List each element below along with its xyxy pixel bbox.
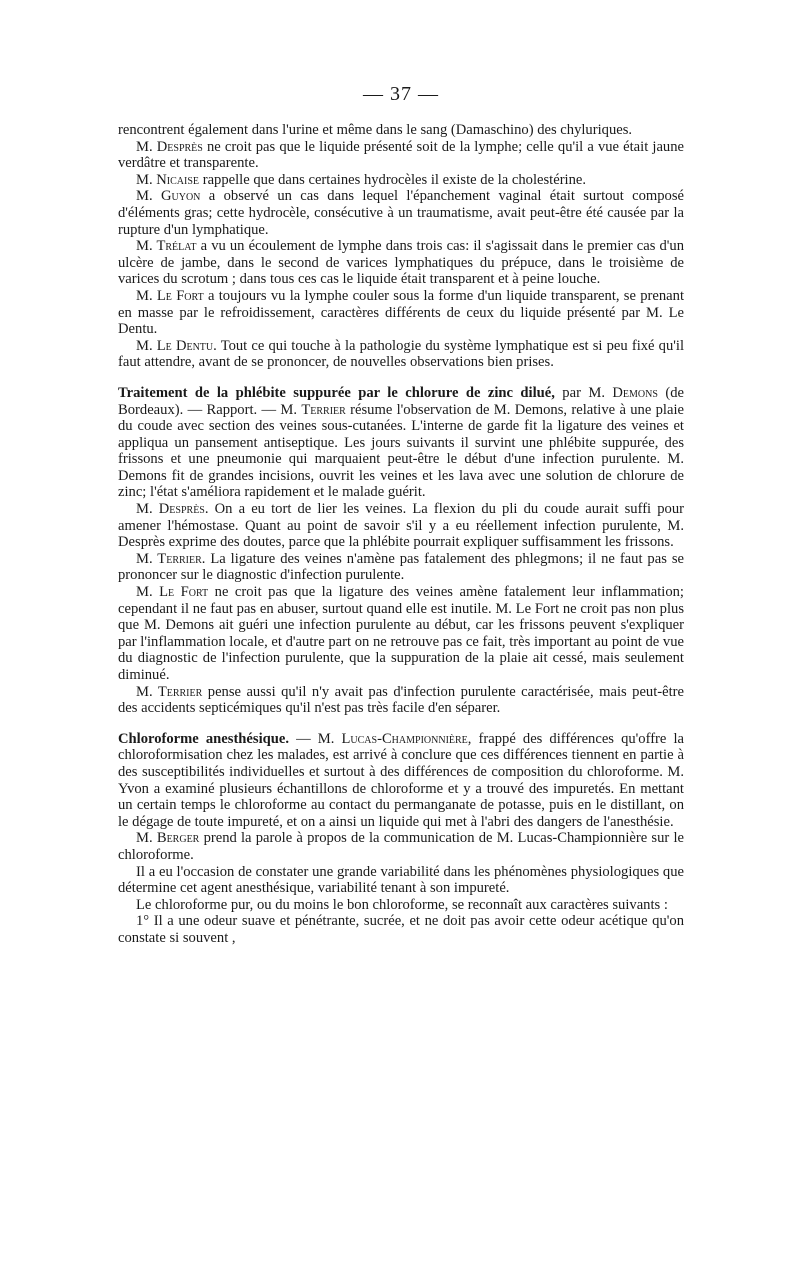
paragraph-le-fort xyxy=(118,288,684,338)
paragraph-text: ne croit pas que la ligature des veines amène fatalement leur inflammation; cependant il ne faut pas en abuser, surtout quand elle est inutile. M. Le Fort ne croit pas non plus que M. Demons ait guéri une infection purulente au début, car les frissons peuvent s'expliquer par l'inflammation locale, et d'autre part on ne retrouve pas ce fait, très important au point de vue du diagnostic de l'infection purulente, que la suppuration de la plaie ait cessé, mais seulement diminué. xyxy=(118,584,684,683)
paragraph-text: rappelle que dans certaines hydrocèles il existe de la cholestérine. xyxy=(202,171,587,188)
paragraph-terrier-2 xyxy=(118,684,684,717)
section-chloroforme xyxy=(118,731,684,947)
paragraph-heading-chloroforme xyxy=(118,731,684,831)
speaker-name: M. Le Fort xyxy=(136,287,204,304)
section-heading: Chloroforme anesthésique. xyxy=(118,730,289,747)
paragraph-text: La ligature des veines n'amène pas fatalement des phlegmons; il ne faut pas se prononcer sur le diagnostic d'infection purulente. xyxy=(118,550,684,584)
paragraph-text: par M. xyxy=(562,384,605,401)
speaker-name: M. Desprès xyxy=(136,138,203,155)
paragraph-text: a toujours vu la lymphe couler sous la forme d'un liquide transparent, se prenant en masse par le refroidissement, caractères différents de ceux du liquide présenté par M. Le Dentu. xyxy=(118,287,684,338)
section-heading: Traitement de la phlébite suppurée par le chlorure de zinc dilué, xyxy=(118,384,555,401)
paragraph-nicaise xyxy=(118,172,684,189)
speaker-name: M. Guyon xyxy=(136,188,201,205)
paragraph-le-fort-2 xyxy=(118,584,684,684)
speaker-name: M. Berger xyxy=(136,830,200,847)
paragraph-text: prend la parole à propos de la communication de M. Lucas-Championnière sur le chloroforme. xyxy=(118,830,684,863)
paragraph-text: ne croit pas que le liquide présenté soit de la lymphe; celle qu'il a vue était jaune verdâtre et transparente. xyxy=(118,138,684,172)
paragraph-text: (de Bordeaux). — Rapport. — M. xyxy=(118,384,684,418)
paragraph-continuation: rencontrent également dans l'urine et même dans le sang (Damaschino) des chyluriques. xyxy=(118,122,633,138)
speaker-name: M. Nicaise xyxy=(136,171,200,188)
paragraph-text: Tout ce qui touche à la pathologie du système lymphatique est si peu fixé qu'il faut attendre, avant de se prononcer, de nouvelles observations bien prises. xyxy=(118,337,685,371)
speaker-name: M. Le Fort xyxy=(136,584,209,601)
paragraph-le-dentu xyxy=(118,338,684,371)
paragraph-trelat xyxy=(118,238,684,288)
section-phlebite xyxy=(118,385,684,717)
paragraph-odeur: 1° Il a une odeur suave et pénétrante, sucrée, et ne doit pas avoir cette odeur acétique qu'on constate si souvent , xyxy=(118,913,684,946)
paragraph-despres xyxy=(118,139,684,172)
paragraph-berger xyxy=(118,830,684,863)
speaker-name: M. Terrier xyxy=(136,683,203,700)
paragraph-text: pense aussi qu'il n'y avait pas d'infection purulente caractérisée, mais peut-être des accidents septicémiques qu'il n'est pas très facile d'en séparer. xyxy=(118,683,684,717)
speaker-name: M. Desprès. xyxy=(136,501,209,518)
section-hydrocele-discussion xyxy=(118,122,684,371)
speaker-name: M. Terrier. xyxy=(136,550,206,567)
paragraph-text: frappé des différences qu'offre la chloroformisation chez les malades, est arrivé à conclure que ces différences tiennent en partie à des susceptibilités individuelles et surtout à des différences de composition du chloroforme. M. Yvon a examiné plusieurs échantillons de chloroforme et y a trouvé des impuretés. En mettant un certain temps le chloroforme au contact du permanganate de potasse, puis en le distillant, on le dégage de toute impureté, et on a ainsi un liquide qui met à l'abri des dangers de l'anesthésie. xyxy=(118,730,685,830)
paragraph-guyon xyxy=(118,188,684,238)
rapporteur-name: Terrier xyxy=(301,401,346,418)
speaker-name: M. Le Dentu. xyxy=(136,337,217,354)
page xyxy=(118,82,684,947)
paragraph-text: a observé un cas dans lequel l'épanchement vaginal était surtout composé d'éléments gras; cette hydrocèle, consécutive à un traumatisme, avait peut-être été causée par la rupture d'un lymphatique. xyxy=(118,188,685,238)
paragraph-text: On a eu tort de lier les veines. La flexion du pli du coude aurait suffi pour amener l'hémostase. Quant au point de savoir s'il y a eu réellement infection purulente, M. Desprès exprime des doutes, parce que la phlébite pourrait expliquer suffisamment les frissons. xyxy=(118,501,684,551)
paragraph-text: a vu un écoulement de lymphe dans trois cas: il s'agissait dans le premier cas d'un ulcère de jambe, dans le second de varices lymphatiques du prépuce, dans le troisième de varices du scrotum ; dans tous ces cas le liquide était transparent et à peine louche. xyxy=(118,238,684,288)
page-number: — 37 — xyxy=(363,83,439,105)
author-name: Demons xyxy=(612,384,658,401)
paragraph-text: — M. xyxy=(296,730,335,747)
paragraph-heading-phlebite xyxy=(118,385,684,501)
speaker-name: M. Trélat xyxy=(136,238,197,255)
paragraph-despres-2 xyxy=(118,501,684,551)
paragraph-terrier xyxy=(118,551,684,584)
author-name: Lucas-Championnière, xyxy=(341,730,472,747)
paragraph-variabilite: Il a eu l'occasion de constater une grande variabilité dans les phénomènes physiologiques que détermine cet agent anesthésique, variabilité tenant à son impureté. xyxy=(118,863,684,897)
paragraph-caracteres: Le chloroforme pur, ou du moins le bon chloroforme, se reconnaît aux caractères suivants : xyxy=(136,896,668,913)
paragraph-text: résume l'observation de M. Demons, relative à une plaie du coude avec section des veines sous-cutanées. L'interne de garde fit la ligature des veines et appliqua un pansement antiseptique. Les jours suivants il survint une phlébite suppurée, des frissons et une pneumonie qui marquaient peut-être le début d'une infection purulente. M. Demons fit de grandes incisions, ouvrit les veines et les lava avec une solution de chlorure de zinc; l'état s'améliora rapidement et le malade guérit. xyxy=(118,401,684,501)
